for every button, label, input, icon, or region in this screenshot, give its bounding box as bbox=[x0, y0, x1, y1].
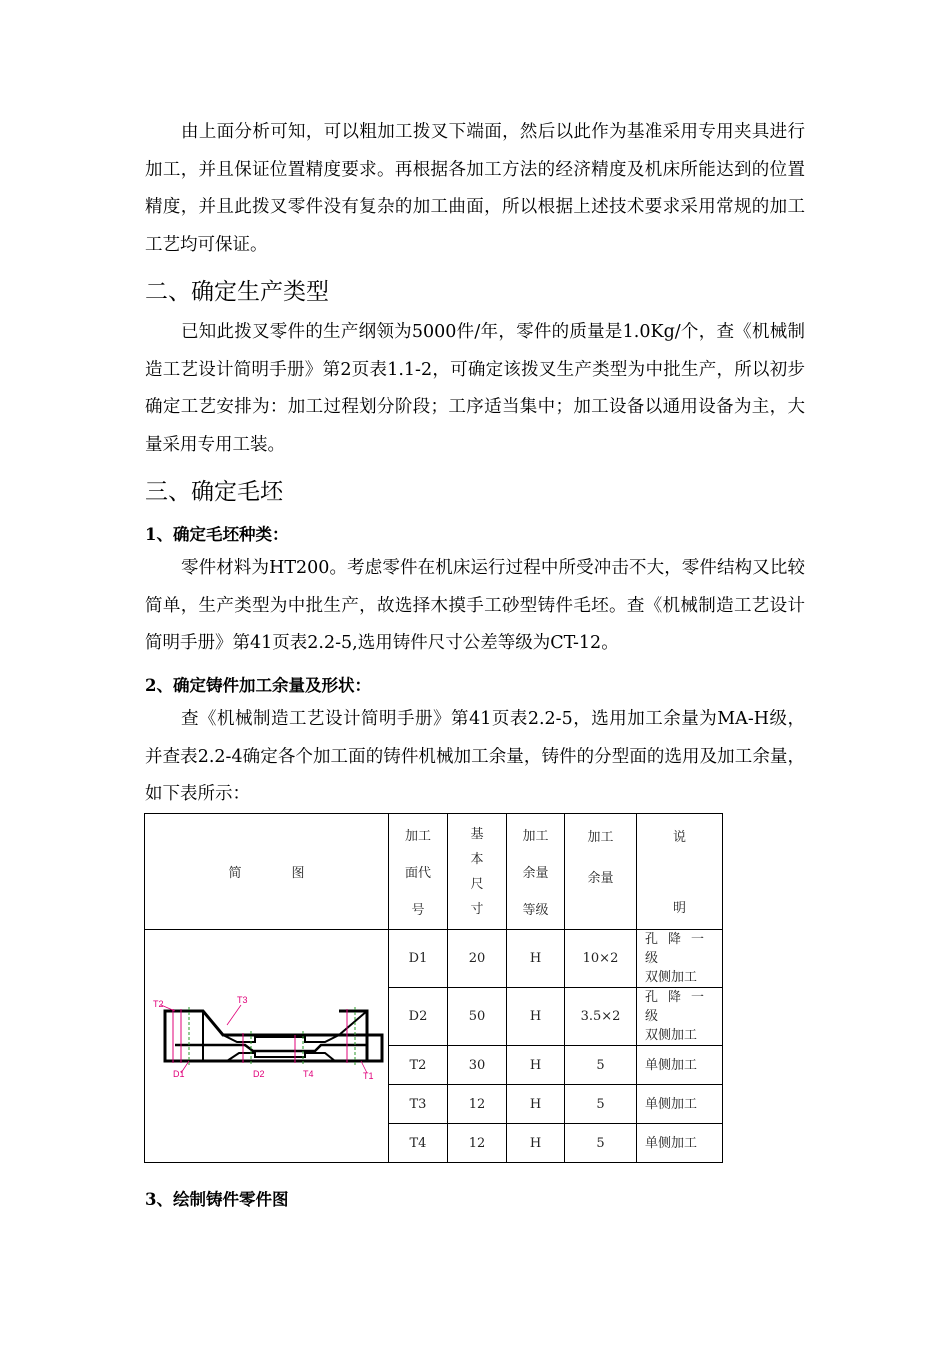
sketch-label-t4: T4 bbox=[303, 1069, 314, 1079]
cell-note: 孔降一级 双侧加工 bbox=[637, 930, 723, 988]
header-sketch: 简 图 bbox=[145, 814, 389, 930]
cell-face: T4 bbox=[389, 1124, 448, 1163]
cell-grade: H bbox=[507, 1124, 565, 1163]
cell-allowance: 5 bbox=[565, 1124, 637, 1163]
cell-grade: H bbox=[507, 1046, 565, 1085]
cell-grade: H bbox=[507, 1085, 565, 1124]
cell-allowance: 5 bbox=[565, 1046, 637, 1085]
cell-note: 单侧加工 bbox=[637, 1046, 723, 1085]
header-allowance-grade: 加工 余量 等级 bbox=[507, 814, 565, 930]
cell-face: D2 bbox=[389, 988, 448, 1046]
cell-size: 50 bbox=[448, 988, 507, 1046]
cell-allowance: 10×2 bbox=[565, 930, 637, 988]
subheading-casting-drawing: 3、绘制铸件零件图 bbox=[145, 1190, 289, 1209]
table-header-row bbox=[145, 814, 723, 930]
sketch-label-d2: D2 bbox=[253, 1069, 265, 1079]
allowance-table bbox=[144, 813, 723, 1163]
sketch-label-t1: T1 bbox=[363, 1071, 374, 1081]
sketch-label-d1: D1 bbox=[173, 1069, 185, 1079]
header-basic-size: 基 本 尺 寸 bbox=[448, 814, 507, 930]
paragraph-allowance: 查《机械制造工艺设计简明手册》第41页表2.2-5，选用加工余量为MA-H级，并查表2.2-4确定各个加工面的铸件机械加工余量，铸件的分型面的选用及加工余量，如下表所示： bbox=[145, 709, 805, 804]
sketch-label-t2: T2 bbox=[153, 999, 164, 1009]
casting-sketch bbox=[145, 939, 388, 1149]
cell-face: T3 bbox=[389, 1085, 448, 1124]
subheading-blank-type: 1、确定毛坯种类： bbox=[145, 525, 289, 544]
subheading-allowance: 2、确定铸件加工余量及形状： bbox=[145, 676, 371, 695]
header-face-code: 加工 面代 号 bbox=[389, 814, 448, 930]
header-note: 说 明 bbox=[637, 814, 723, 930]
section-heading-blank: 三、确定毛坯 bbox=[145, 479, 283, 505]
header-allowance: 加工 余量 bbox=[565, 814, 637, 930]
cell-grade: H bbox=[507, 988, 565, 1046]
cell-note: 单侧加工 bbox=[637, 1124, 723, 1163]
cell-size: 12 bbox=[448, 1085, 507, 1124]
paragraph-analysis: 由上面分析可知，可以粗加工拨叉下端面，然后以此作为基准采用专用夹具进行加工，并且保证位置精度要求。再根据各加工方法的经济精度及机床所能达到的位置精度，并且此拨叉零件没有复杂的加工曲面，所以根据上述技术要求采用常规的加工工艺均可保证。 bbox=[145, 122, 805, 255]
cell-note: 孔降一级 双侧加工 bbox=[637, 988, 723, 1046]
cell-grade: H bbox=[507, 930, 565, 988]
paragraph-production-type: 已知此拨叉零件的生产纲领为5000件/年，零件的质量是1.0Kg/个，查《机械制造工艺设计简明手册》第2页表1.1-2，可确定该拨叉生产类型为中批生产，所以初步确定工艺安排为：加工过程划分阶段；工序适当集中；加工设备以通用设备为主，大量采用专用工装。 bbox=[145, 322, 805, 455]
cell-allowance: 3.5×2 bbox=[565, 988, 637, 1046]
cell-face: T2 bbox=[389, 1046, 448, 1085]
cell-size: 30 bbox=[448, 1046, 507, 1085]
table-row bbox=[145, 930, 723, 988]
cell-size: 12 bbox=[448, 1124, 507, 1163]
cell-allowance: 5 bbox=[565, 1085, 637, 1124]
cell-note: 单侧加工 bbox=[637, 1085, 723, 1124]
sketch-label-t3: T3 bbox=[237, 995, 248, 1005]
sketch-cell bbox=[145, 930, 389, 1163]
paragraph-blank-type: 零件材料为HT200。考虑零件在机床运行过程中所受冲击不大，零件结构又比较简单，生产类型为中批生产，故选择木摸手工砂型铸件毛坯。查《机械制造工艺设计简明手册》第41页表2.2-5,选用铸件尺寸公差等级为CT-12。 bbox=[145, 558, 805, 653]
section-heading-production-type: 二、确定生产类型 bbox=[145, 279, 329, 305]
cell-size: 20 bbox=[448, 930, 507, 988]
cell-face: D1 bbox=[389, 930, 448, 988]
